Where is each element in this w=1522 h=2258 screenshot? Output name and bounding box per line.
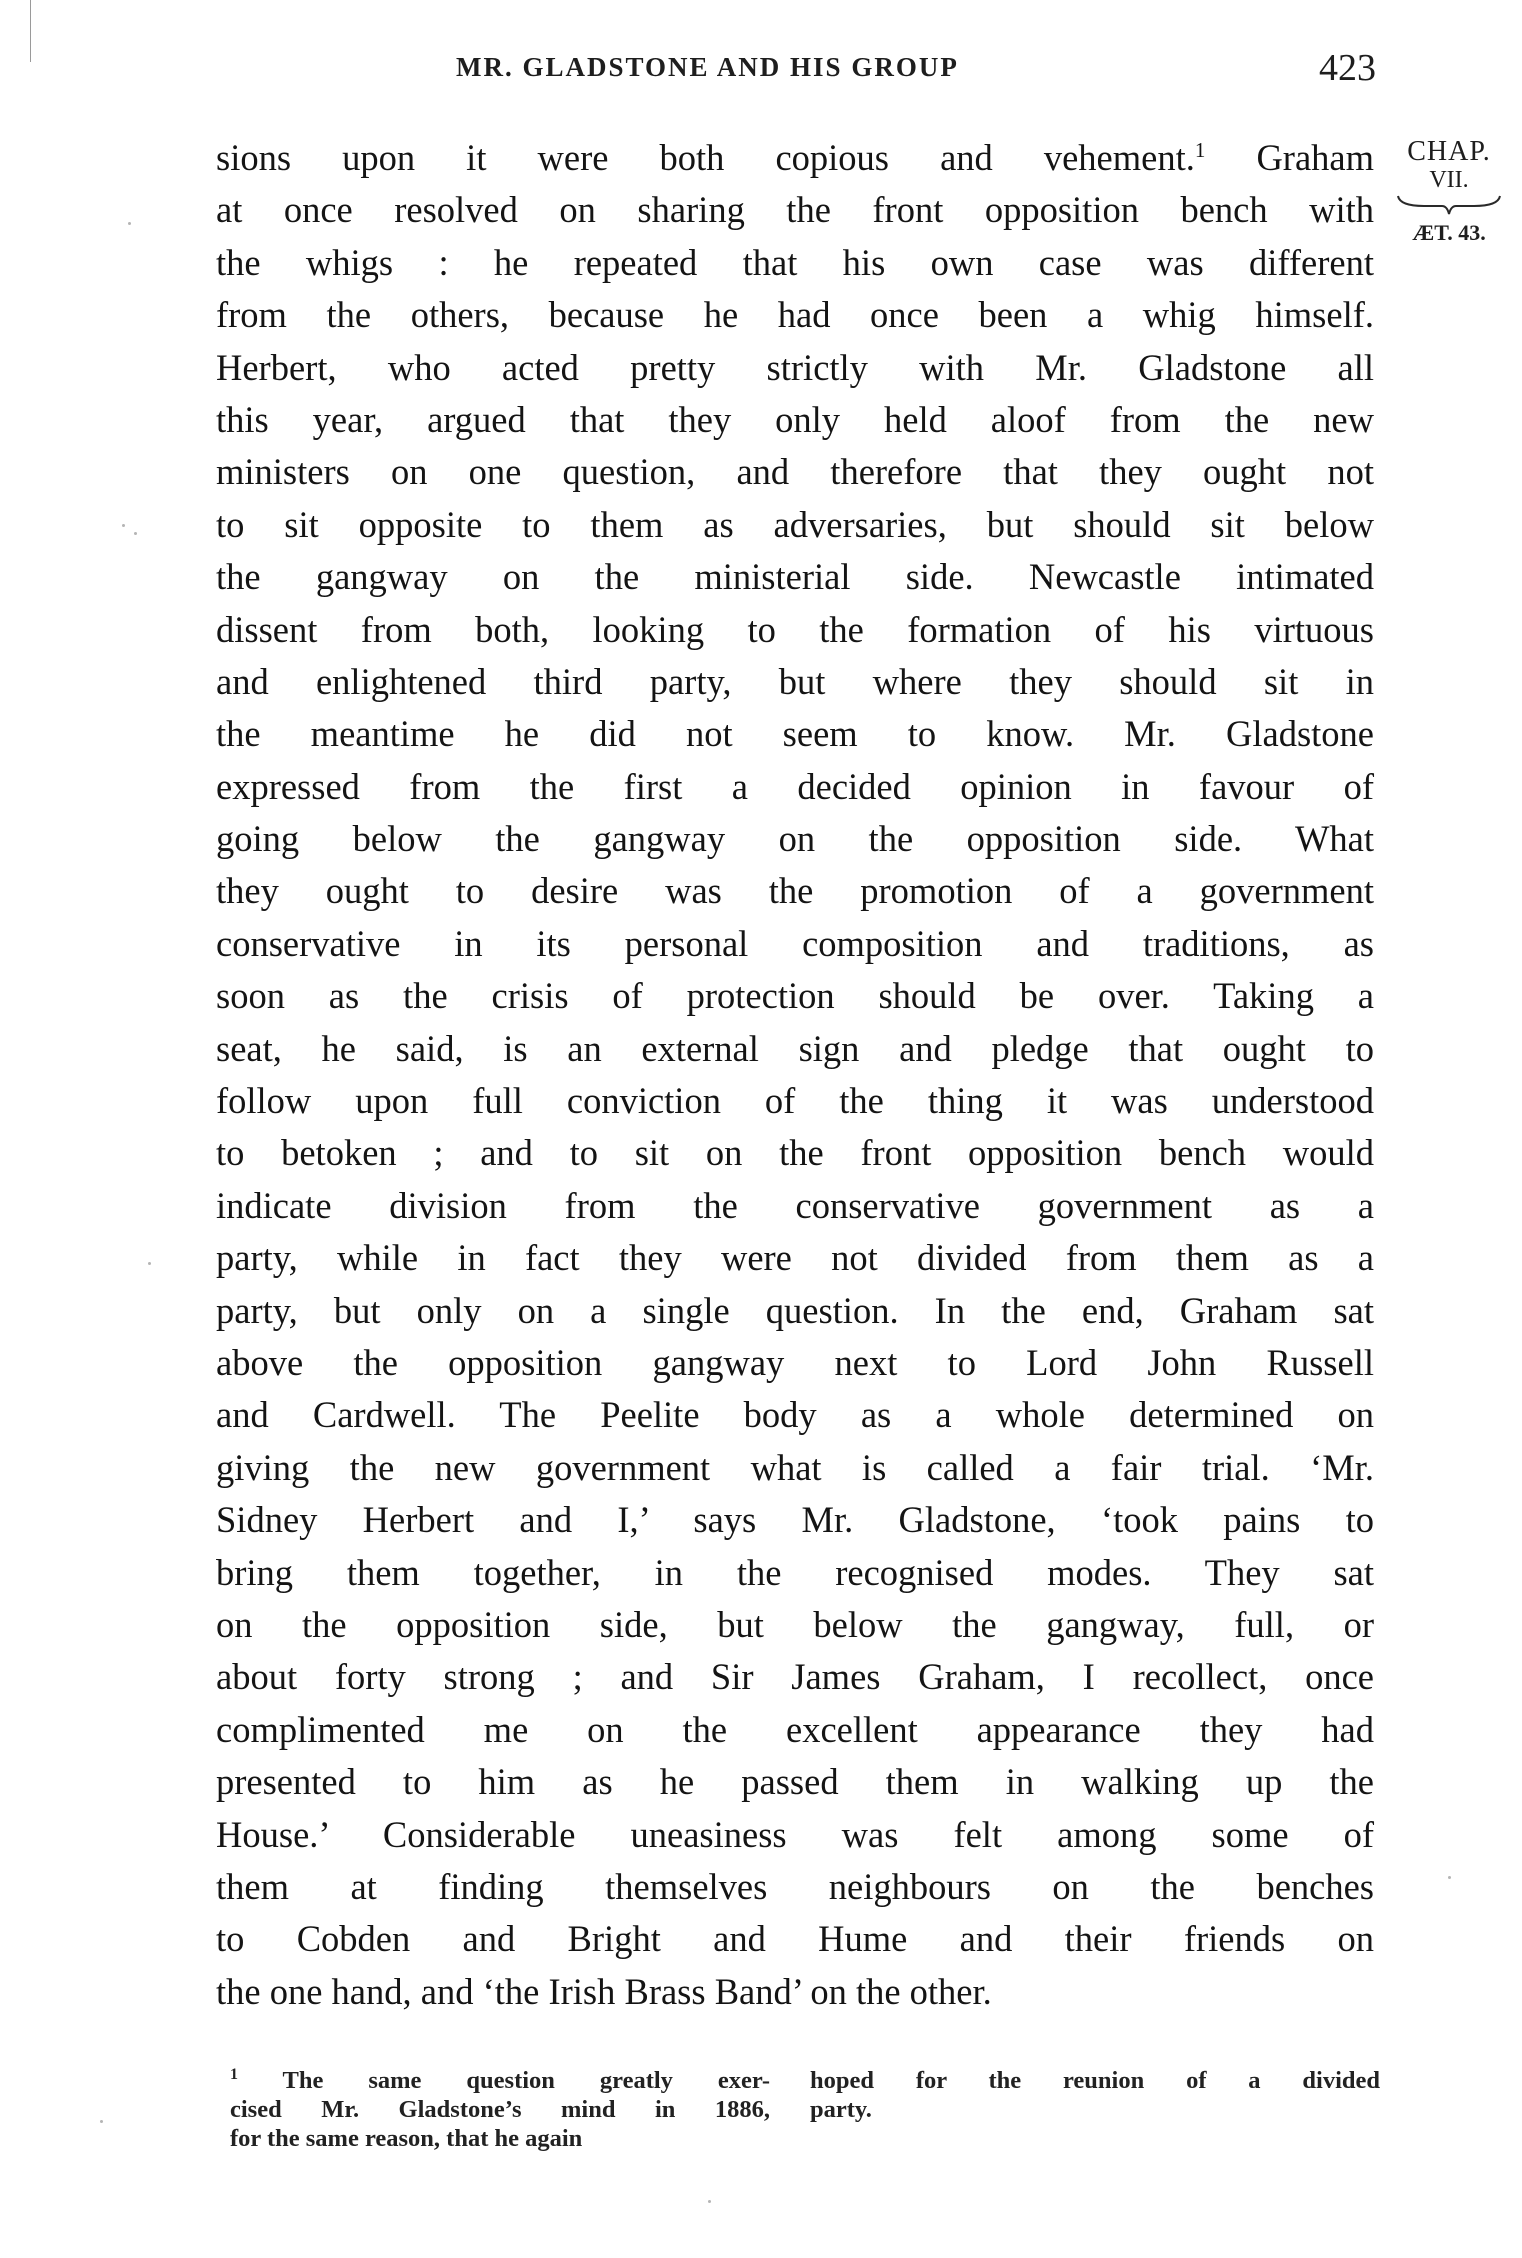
text-line: indicate division from the conservative government as a <box>216 1184 1374 1226</box>
text-line: expressed from the first a decided opinion in favour of <box>216 765 1374 807</box>
text-line: seat, he said, is an external sign and pledge that ought to <box>216 1027 1374 1069</box>
running-title: MR. GLADSTONE AND HIS GROUP <box>456 52 959 82</box>
text-line: giving the new government what is called a fair trial. ‘Mr. <box>216 1446 1374 1488</box>
text-line: and enlightened third party, but where they should sit in <box>216 660 1374 702</box>
running-header <box>456 46 1376 96</box>
text-line: party, while in fact they were not divided from them as a <box>216 1237 1374 1279</box>
text-line: to sit opposite to them as adversaries, but should sit below <box>216 503 1374 545</box>
text-line: conservative in its personal composition and traditions, as <box>216 922 1374 964</box>
text-line: the one hand, and ‘the Irish Brass Band’ on the other. <box>216 1970 992 2012</box>
scan-speck <box>708 2200 711 2203</box>
footnote-line: cised Mr. Gladstone’s mind in 1886, <box>230 2096 770 2123</box>
scan-speck <box>100 2120 103 2123</box>
text-line: from the others, because he had once been a whig himself. <box>216 294 1374 336</box>
text-line: above the opposition gangway next to Lord John Russell <box>216 1341 1374 1383</box>
footnote-line: for the same reason, that he again <box>230 2125 583 2152</box>
text-line: ministers on one question, and therefore that they ought not <box>216 451 1374 493</box>
text-line: the whigs : he repeated that his own case was different <box>216 241 1374 283</box>
text-line: soon as the crisis of protection should be over. Taking a <box>216 975 1374 1017</box>
text-line: to betoken ; and to sit on the front opposition bench would <box>216 1132 1374 1174</box>
text-line: they ought to desire was the promotion of a government <box>216 870 1374 912</box>
text-line: House.’ Considerable uneasiness was felt among some of <box>216 1813 1374 1855</box>
body-text <box>216 132 1374 2018</box>
text-line: the gangway on the ministerial side. Newcastle intimated <box>216 556 1374 598</box>
text-line: party, but only on a single question. In the end, Graham sat <box>216 1289 1374 1331</box>
text-line: to Cobden and Bright and Hume and their friends on <box>216 1918 1374 1960</box>
text-line: follow upon full conviction of the thing it was understood <box>216 1080 1374 1122</box>
text-line: bring them together, in the recognised modes. They sat <box>216 1551 1374 1593</box>
footnote-right-column <box>810 2066 1380 2124</box>
page-number: 423 <box>1319 47 1376 89</box>
scan-speck <box>1448 1876 1451 1879</box>
text-line: Sidney Herbert and I,’ says Mr. Gladstone, ‘took pains to <box>216 1499 1374 1541</box>
scan-speck <box>128 222 131 225</box>
margin-chapter-number: VII. <box>1429 167 1469 193</box>
text-line: the meantime he did not seem to know. Mr. Gladstone <box>216 713 1374 755</box>
text-line: presented to him as he passed them in walking up the <box>216 1761 1374 1803</box>
margin-age-note: ÆT. 43. <box>1412 220 1486 245</box>
text-line: at once resolved on sharing the front opposition bench with <box>216 189 1374 231</box>
margin-note <box>1386 136 1512 246</box>
footnote-left-column <box>230 2066 770 2153</box>
text-line: on the opposition side, but below the gangway, full, or <box>216 1603 1374 1645</box>
text-line: them at finding themselves neighbours on the benches <box>216 1865 1374 1907</box>
brace-icon <box>1394 192 1504 218</box>
text-line: this year, argued that they only held aloof from the new <box>216 398 1374 440</box>
text-line: Herbert, who acted pretty strictly with Mr. Gladstone all <box>216 346 1374 388</box>
footnote-line: $^1$ The same question greatly exer- <box>230 2065 771 2094</box>
margin-chapter-label: CHAP. <box>1407 136 1491 167</box>
text-line: complimented me on the excellent appearance they had <box>216 1708 1374 1750</box>
scan-speck <box>148 1262 151 1265</box>
text-line: going below the gangway on the opposition side. What <box>216 818 1374 860</box>
footnote-marker: 1 <box>1194 137 1206 162</box>
footnote-line: hoped for the reunion of a divided <box>810 2067 1380 2094</box>
scan-edge-mark <box>30 0 31 62</box>
text-line: sions upon it were both copious and vehement.$^1$ Graham <box>216 137 1374 178</box>
text-line: about forty strong ; and Sir James Graham, I recollect, once <box>216 1656 1374 1698</box>
text-line-tail: Graham <box>1256 137 1374 178</box>
scan-speck <box>134 532 137 535</box>
text-line: dissent from both, looking to the formation of his virtuous <box>216 608 1374 650</box>
scan-speck <box>122 524 125 527</box>
footnote-number: 1 <box>230 2065 238 2083</box>
text-line: and Cardwell. The Peelite body as a whole determined on <box>216 1394 1374 1436</box>
footnote-line: party. <box>810 2096 872 2123</box>
